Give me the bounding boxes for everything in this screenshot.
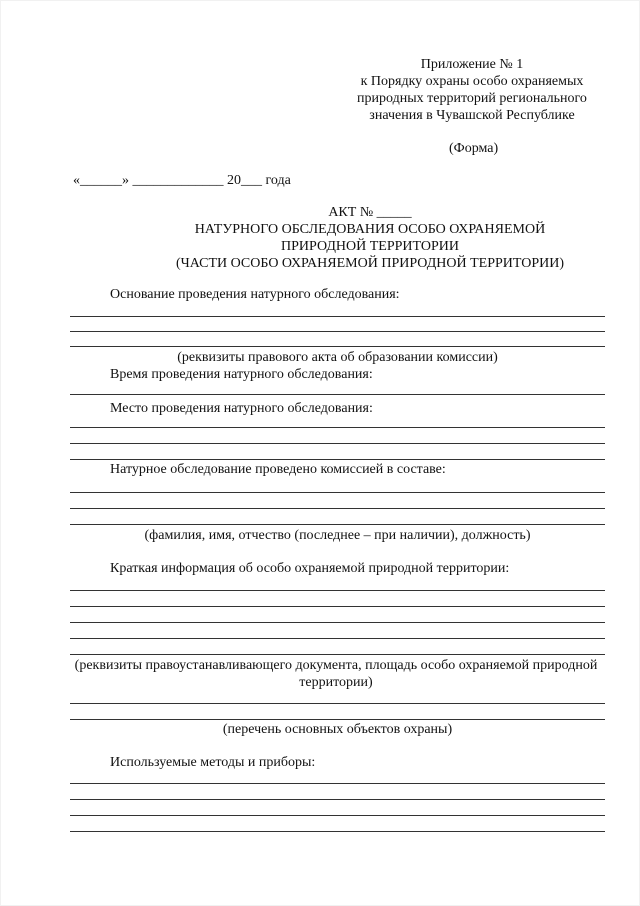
basis-fill-line-1	[70, 316, 605, 317]
act-title: АКТ № _____	[328, 205, 412, 220]
form-label: (Форма)	[449, 141, 499, 156]
commission-label: Натурное обследование проведено комиссией в составе:	[110, 462, 446, 477]
appendix-line-3: природных территорий регионального	[357, 91, 587, 106]
basis-fill-line-3	[70, 346, 605, 347]
commission-hint: (фамилия, имя, отчество (последнее – при наличии), должность)	[144, 528, 531, 543]
act-heading-line-2: ПРИРОДНОЙ ТЕРРИТОРИИ	[280, 239, 460, 254]
commission-fill-line-3	[70, 524, 605, 525]
act-heading-line-3: (ЧАСТИ ОСОБО ОХРАНЯЕМОЙ ПРИРОДНОЙ ТЕРРИТОРИИ)	[175, 256, 565, 271]
basis-label: Основание проведения натурного обследования:	[110, 287, 400, 302]
time-label: Время проведения натурного обследования:	[110, 367, 373, 382]
brief-hint-line-2: территории)	[299, 675, 373, 690]
objects-fill-line-1	[70, 703, 605, 704]
appendix-number: Приложение № 1	[420, 57, 524, 72]
brief-fill-line-5	[70, 654, 605, 655]
brief-info-label: Краткая информация об особо охраняемой природной территории:	[110, 561, 510, 576]
basis-hint: (реквизиты правового акта об образовании комиссии)	[177, 350, 498, 365]
methods-fill-line-2	[70, 799, 605, 800]
brief-fill-line-3	[70, 622, 605, 623]
place-fill-line-2	[70, 443, 605, 444]
place-fill-line-3	[70, 459, 605, 460]
brief-fill-line-4	[70, 638, 605, 639]
appendix-line-4: значения в Чувашской Республике	[369, 108, 575, 123]
commission-fill-line-1	[70, 492, 605, 493]
methods-fill-line-4	[70, 831, 605, 832]
date-line: «______» _____________ 20___ года	[73, 173, 291, 188]
objects-fill-line-2	[70, 719, 605, 720]
appendix-line-2: к Порядку охраны особо охраняемых	[360, 74, 584, 89]
objects-hint: (перечень основных объектов охраны)	[222, 722, 453, 737]
brief-hint-line-1: (реквизиты правоустанавливающего документа, площадь особо охраняемой природной	[74, 658, 598, 673]
brief-fill-line-2	[70, 606, 605, 607]
methods-fill-line-3	[70, 815, 605, 816]
methods-label: Используемые методы и приборы:	[110, 755, 316, 770]
place-label: Место проведения натурного обследования:	[110, 401, 373, 416]
commission-fill-line-2	[70, 508, 605, 509]
time-fill-line	[70, 394, 605, 395]
methods-fill-line-1	[70, 783, 605, 784]
basis-fill-line-2	[70, 331, 605, 332]
act-heading-line-1: НАТУРНОГО ОБСЛЕДОВАНИЯ ОСОБО ОХРАНЯЕМОЙ	[194, 222, 546, 237]
brief-fill-line-1	[70, 590, 605, 591]
place-fill-line-1	[70, 427, 605, 428]
